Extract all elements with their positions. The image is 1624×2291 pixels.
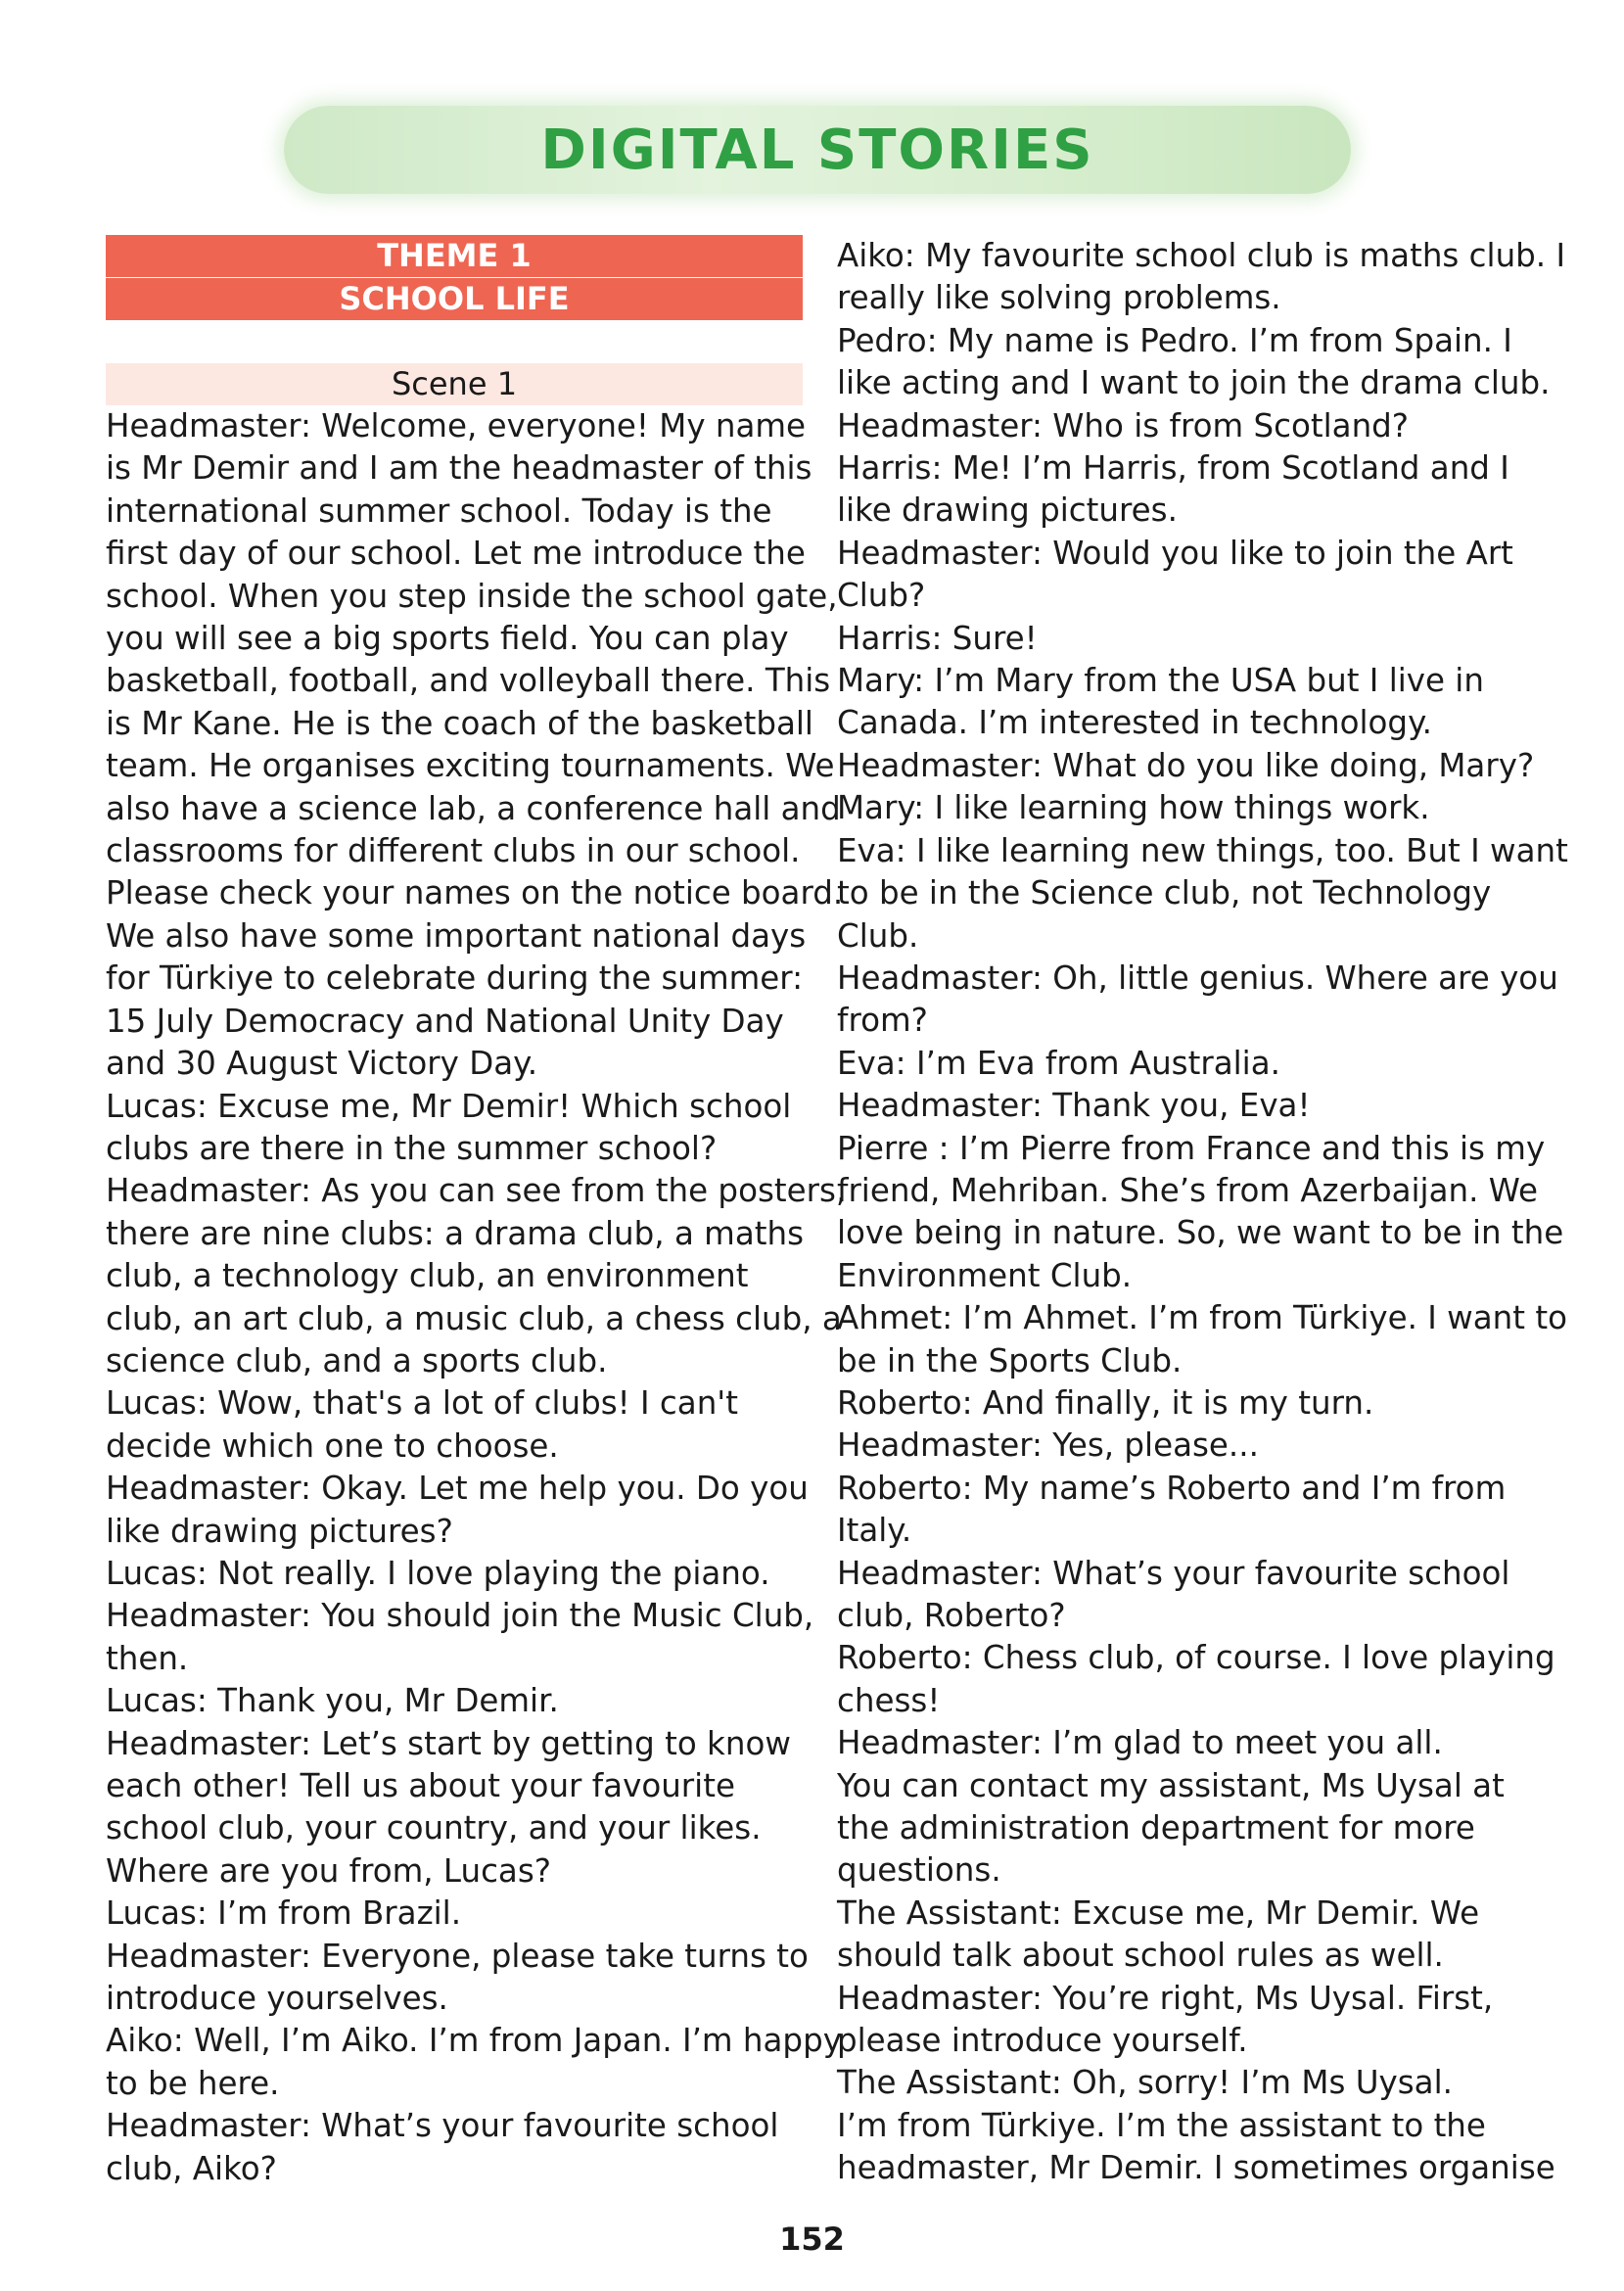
text-line: Roberto: And finally, it is my turn.: [837, 1383, 1374, 1422]
text-line: Club.: [837, 916, 919, 955]
text-line: to be here.: [106, 2064, 280, 2102]
text-line: Lucas: I’m from Brazil.: [106, 1894, 462, 1933]
text-line: Headmaster: Everyone, please take turns to: [106, 1937, 809, 1975]
text-line: please introduce yourself.: [837, 2022, 1248, 2060]
text-line: chess!: [837, 1681, 941, 1719]
text-line: Environment Club.: [837, 1256, 1133, 1294]
text-line: then.: [106, 1639, 189, 1677]
text-line: first day of our school. Let me introduce the: [106, 535, 806, 573]
text-line: for Türkiye to celebrate during the summer:: [106, 959, 804, 998]
text-line: Italy.: [837, 1512, 912, 1550]
text-line: Where are you from, Lucas?: [106, 1851, 552, 1890]
text-line: classrooms for different clubs in our school.: [106, 832, 801, 870]
page-number: 152: [779, 2221, 845, 2258]
text-line: like acting and I want to join the drama club.: [837, 364, 1551, 402]
text-line: club, Roberto?: [837, 1597, 1066, 1634]
title-banner: [284, 106, 1351, 194]
left-text-block: [106, 405, 847, 2190]
text-line: Pierre : I’m Pierre from France and this is my: [837, 1129, 1546, 1167]
text-line: Headmaster: Oh, little genius. Where are you: [837, 958, 1558, 997]
text-line: Headmaster: What’s your favourite school: [837, 1554, 1510, 1592]
text-line: science club, and a sports club.: [106, 1341, 608, 1379]
text-line: You can contact my assistant, Ms Uysal at: [837, 1766, 1505, 1804]
text-line: Club?: [837, 577, 926, 615]
text-line: introduce yourselves.: [106, 1980, 448, 2018]
text-line: club, Aiko?: [106, 2149, 277, 2187]
text-line: Lucas: Thank you, Mr Demir.: [106, 1682, 559, 1720]
text-line: is Mr Kane. He is the coach of the basketball: [106, 704, 813, 742]
right-column: [837, 235, 1568, 2190]
text-line: Headmaster: What’s your favourite school: [106, 2107, 779, 2145]
text-line: We also have some important national days: [106, 916, 807, 955]
text-line: international summer school. Today is the: [106, 491, 772, 530]
text-line: Headmaster: Yes, please...: [837, 1426, 1259, 1465]
theme-header: [106, 235, 803, 320]
text-line: Eva: I like learning new things, too. But I want: [837, 831, 1568, 869]
text-line: Headmaster: Okay. Let me help you. Do you: [106, 1470, 809, 1508]
text-line: club, a technology club, an environment: [106, 1257, 749, 1295]
text-line: should talk about school rules as well.: [837, 1937, 1444, 1975]
text-line: Mary: I’m Mary from the USA but I live in: [837, 662, 1484, 700]
text-line: like drawing pictures.: [837, 491, 1178, 530]
page-title: DIGITAL STORIES: [540, 117, 1094, 182]
text-line: the administration department for more: [837, 1809, 1475, 1847]
text-line: school club, your country, and your likes.: [106, 1809, 762, 1847]
text-line: there are nine clubs: a drama club, a maths: [106, 1214, 805, 1252]
text-line: Headmaster: As you can see from the posters,: [106, 1172, 847, 1210]
text-line: Harris: Sure!: [837, 619, 1038, 657]
text-line: and 30 August Victory Day.: [106, 1045, 538, 1083]
text-line: Ahmet: I’m Ahmet. I’m from Türkiye. I want to: [837, 1299, 1567, 1337]
text-line: Canada. I’m interested in technology.: [837, 704, 1432, 742]
text-line: Please check your names on the notice board.: [106, 874, 844, 912]
text-line: school. When you step inside the school gate,: [106, 577, 838, 615]
text-line: Headmaster: Let’s start by getting to know: [106, 1724, 791, 1762]
text-line: questions.: [837, 1851, 1001, 1890]
text-line: Mary: I like learning how things work.: [837, 789, 1430, 827]
theme-title: SCHOOL LIFE: [339, 280, 570, 317]
text-line: is Mr Demir and I am the headmaster of this: [106, 449, 812, 488]
left-column: [106, 235, 847, 2190]
text-line: Headmaster: I’m glad to meet you all.: [837, 1724, 1443, 1762]
text-line: you will see a big sports field. You can play: [106, 620, 789, 658]
text-line: Headmaster: What do you like doing, Mary?: [837, 746, 1535, 784]
text-line: Pedro: My name is Pedro. I’m from Spain. I: [837, 321, 1512, 359]
text-line: like drawing pictures?: [106, 1512, 453, 1550]
text-line: be in the Sports Club.: [837, 1341, 1183, 1379]
text-line: Harris: Me! I’m Harris, from Scotland and I: [837, 449, 1509, 488]
text-line: I’m from Türkiye. I’m the assistant to the: [837, 2106, 1486, 2144]
theme-number: THEME 1: [377, 237, 532, 274]
text-line: also have a science lab, a conference hall and: [106, 789, 841, 827]
right-text-block: [837, 235, 1568, 2190]
text-line: Headmaster: Who is from Scotland?: [837, 406, 1410, 444]
text-line: Headmaster: Would you like to join the Art: [837, 534, 1513, 572]
text-line: from?: [837, 1002, 928, 1040]
text-line: Eva: I’m Eva from Australia.: [837, 1044, 1280, 1082]
text-line: each other! Tell us about your favourite: [106, 1767, 735, 1804]
text-line: Headmaster: You should join the Music Club,: [106, 1597, 814, 1635]
text-line: basketball, football, and volleyball there. This: [106, 662, 831, 700]
text-line: headmaster, Mr Demir. I sometimes organise: [837, 2149, 1555, 2187]
text-line: Roberto: Chess club, of course. I love playing: [837, 1639, 1555, 1677]
text-line: friend, Mehriban. She’s from Azerbaijan. We: [837, 1171, 1538, 1209]
text-line: Headmaster: You’re right, Ms Uysal. First,: [837, 1979, 1494, 2017]
text-line: Roberto: My name’s Roberto and I’m from: [837, 1469, 1507, 1507]
text-line: 15 July Democracy and National Unity Day: [106, 1002, 784, 1040]
text-line: Headmaster: Welcome, everyone! My name: [106, 407, 807, 444]
text-line: Lucas: Not really. I love playing the piano.: [106, 1554, 770, 1592]
text-line: Lucas: Wow, that's a lot of clubs! I can't: [106, 1384, 738, 1423]
text-line: team. He organises exciting tournaments. We: [106, 747, 835, 785]
text-line: clubs are there in the summer school?: [106, 1129, 718, 1167]
text-line: Aiko: Well, I’m Aiko. I’m from Japan. I’m happy: [106, 2022, 842, 2060]
text-line: decide which one to choose.: [106, 1426, 559, 1465]
text-line: The Assistant: Oh, sorry! I’m Ms Uysal.: [837, 2064, 1453, 2102]
text-line: love being in nature. So, we want to be in the: [837, 1214, 1564, 1252]
text-line: club, an art club, a music club, a chess club, a: [106, 1299, 842, 1337]
text-line: to be in the Science club, not Technology: [837, 874, 1492, 912]
text-line: Aiko: My favourite school club is maths club. I: [837, 237, 1566, 274]
text-line: Headmaster: Thank you, Eva!: [837, 1087, 1311, 1125]
text-line: The Assistant: Excuse me, Mr Demir. We: [837, 1894, 1480, 1932]
scene-heading: Scene 1: [106, 363, 803, 405]
text-line: Lucas: Excuse me, Mr Demir! Which school: [106, 1087, 792, 1125]
text-line: really like solving problems.: [837, 279, 1281, 317]
